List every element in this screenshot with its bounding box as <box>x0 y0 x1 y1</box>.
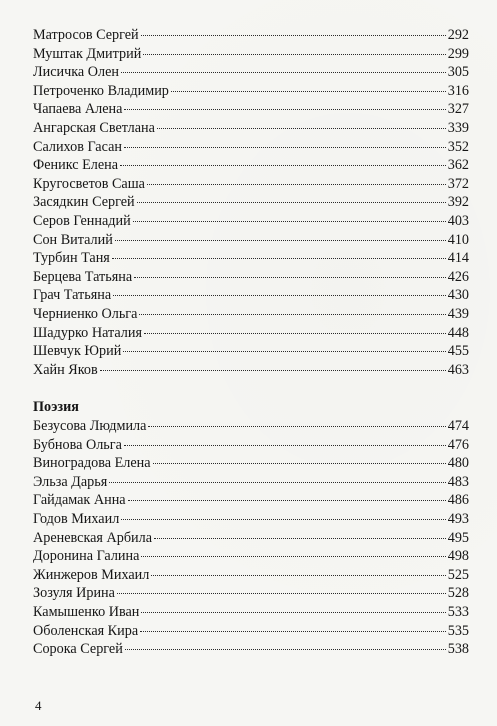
page-ref: 305 <box>447 64 469 81</box>
toc-entry <box>33 175 469 194</box>
page-ref: 426 <box>447 268 469 285</box>
dot-leader <box>112 258 446 259</box>
author-name: Чапаева Алена <box>33 101 123 118</box>
author-name: Салихов Гасан <box>33 138 122 155</box>
toc-entry <box>33 361 469 380</box>
page-ref: 474 <box>447 418 469 434</box>
page-ref: 410 <box>447 231 469 248</box>
author-name: Доронина Галина <box>33 548 140 565</box>
dot-leader <box>140 631 446 632</box>
author-name: Хайн Яков <box>33 361 98 378</box>
author-name: Черниенко Ольга <box>33 305 138 322</box>
page-ref: 403 <box>447 212 469 229</box>
page-ref: 339 <box>447 119 469 136</box>
author-name: Оболенская Кира <box>33 622 139 639</box>
page-ref: 495 <box>447 529 469 546</box>
page-ref: 486 <box>447 492 469 509</box>
page-ref: 463 <box>447 361 469 378</box>
page-ref: 414 <box>447 250 469 267</box>
dot-leader <box>137 202 446 203</box>
page-ref: 362 <box>447 157 469 174</box>
toc-entry <box>33 286 469 305</box>
dot-leader <box>113 295 446 296</box>
dot-leader <box>109 482 445 483</box>
dot-leader <box>120 165 446 166</box>
dot-leader <box>121 72 446 73</box>
author-name: Серов Геннадий <box>33 212 131 229</box>
author-name: Ареневская Арбила <box>33 529 153 546</box>
author-name: Шевчук Юрий <box>33 343 122 360</box>
toc-entry <box>33 156 469 175</box>
author-name: Берцева Татьяна <box>33 268 133 285</box>
dot-leader <box>134 277 446 278</box>
author-name: Турбин Таня <box>33 250 110 267</box>
author-name: Ангарская Светлана <box>33 119 155 136</box>
author-name: Грач Татьяна <box>33 287 112 304</box>
author-name: Камышенко Иван <box>33 603 140 620</box>
page-ref: 480 <box>447 455 469 472</box>
dot-leader <box>157 128 446 129</box>
toc-entry <box>33 324 469 343</box>
page-number: 4 <box>35 698 42 713</box>
author-name: Сон Виталий <box>33 231 113 248</box>
dot-leader <box>141 612 445 613</box>
author-name: Зозуля Ирина <box>33 585 115 602</box>
toc-entry <box>33 529 469 548</box>
dot-leader <box>141 35 446 36</box>
dot-leader <box>147 184 446 185</box>
toc-entry <box>33 640 469 659</box>
toc-entry <box>33 622 469 641</box>
toc-entry <box>33 63 469 82</box>
toc-entry <box>33 100 469 119</box>
toc-entry <box>33 342 469 361</box>
author-name: Безусова Людмила <box>33 418 147 434</box>
author-name: Жинжеров Михаил <box>33 566 150 583</box>
toc-entry <box>33 212 469 231</box>
dot-leader <box>143 54 445 55</box>
dot-leader <box>141 556 445 557</box>
dot-leader <box>154 538 446 539</box>
dot-leader <box>124 147 446 148</box>
toc-entry <box>33 305 469 324</box>
dot-leader <box>144 333 446 334</box>
author-name: Годов Михаил <box>33 510 120 527</box>
toc-list-prose <box>33 26 469 379</box>
author-name: Муштак Дмитрий <box>33 45 142 62</box>
page-ref: 439 <box>447 305 469 322</box>
author-name: Петроченко Владимир <box>33 82 169 99</box>
dot-leader <box>153 463 446 464</box>
author-name: Бубнова Ольга <box>33 436 122 453</box>
toc-entry <box>33 491 469 510</box>
toc-entry <box>33 473 469 492</box>
page-ref: 493 <box>447 510 469 527</box>
page-ref: 372 <box>447 175 469 192</box>
dot-leader <box>125 649 446 650</box>
page-ref: 533 <box>447 603 469 620</box>
author-name: Гайдамак Анна <box>33 492 126 509</box>
toc-list-poetry <box>33 417 469 659</box>
page-ref: 528 <box>447 585 469 602</box>
dot-leader <box>123 351 445 352</box>
author-name: Шадурко Наталия <box>33 324 142 341</box>
author-name: Виноградова Елена <box>33 455 151 472</box>
toc-entry <box>33 417 469 436</box>
toc-entry <box>33 119 469 138</box>
page-ref: 498 <box>447 548 469 565</box>
page-ref: 430 <box>447 287 469 304</box>
page-ref: 525 <box>447 566 469 583</box>
dot-leader <box>117 593 446 594</box>
page-ref: 292 <box>447 27 469 43</box>
toc-entry <box>33 510 469 529</box>
dot-leader <box>171 91 446 92</box>
page-ref: 476 <box>447 436 469 453</box>
page-ref: 483 <box>447 473 469 490</box>
page-ref: 327 <box>447 101 469 118</box>
dot-leader <box>115 240 446 241</box>
toc-entry <box>33 454 469 473</box>
page-ref: 352 <box>447 138 469 155</box>
page-ref: 392 <box>447 194 469 211</box>
page-ref: 316 <box>447 82 469 99</box>
author-name: Эльза Дарья <box>33 473 108 490</box>
toc-entry <box>33 26 469 45</box>
toc-entry <box>33 45 469 64</box>
page-ref: 448 <box>447 324 469 341</box>
dot-leader <box>128 500 446 501</box>
section-heading-poetry: Поэзия <box>33 399 79 415</box>
dot-leader <box>151 575 445 576</box>
author-name: Сорока Сергей <box>33 641 123 658</box>
author-name: Засядкин Сергей <box>33 194 135 211</box>
dot-leader <box>133 221 446 222</box>
toc-entry <box>33 249 469 268</box>
toc-entry <box>33 82 469 101</box>
toc-entry <box>33 268 469 287</box>
page-ref: 299 <box>447 45 469 62</box>
dot-leader <box>139 314 445 315</box>
author-name: Матросов Сергей <box>33 27 139 43</box>
toc-entry <box>33 193 469 212</box>
page-ref: 455 <box>447 343 469 360</box>
dot-leader <box>124 109 445 110</box>
author-name: Кругосветов Саша <box>33 175 145 192</box>
toc-entry <box>33 436 469 455</box>
page-ref: 538 <box>447 641 469 658</box>
dot-leader <box>121 519 445 520</box>
author-name: Феникс Елена <box>33 157 119 174</box>
toc-entry <box>33 584 469 603</box>
toc-entry <box>33 603 469 622</box>
dot-leader <box>100 370 446 371</box>
page-ref: 535 <box>447 622 469 639</box>
author-name: Лисичка Олен <box>33 64 119 81</box>
dot-leader <box>124 445 446 446</box>
toc-entry <box>33 138 469 157</box>
toc-entry <box>33 231 469 250</box>
toc-entry <box>33 547 469 566</box>
dot-leader <box>148 426 445 427</box>
toc-entry <box>33 566 469 585</box>
